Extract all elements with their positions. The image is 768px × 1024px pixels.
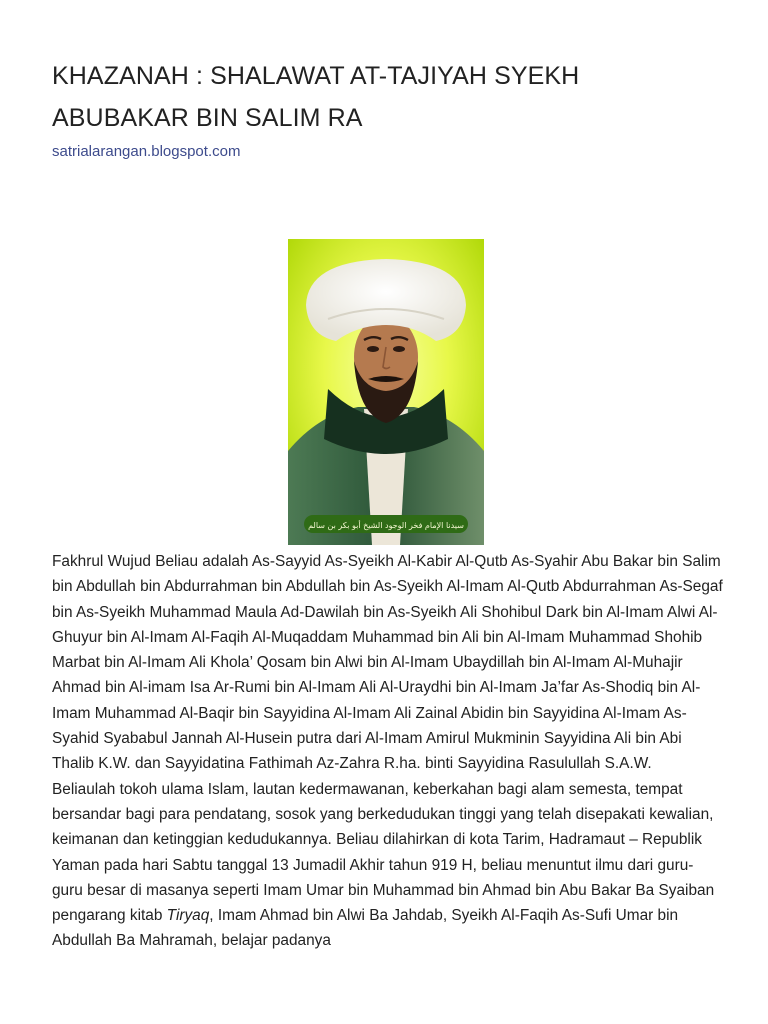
paragraph-biography-continued: , Imam Ahmad bin Alwi Ba Jahdab, Syeikh Al-Faqih As-Sufi Umar bin Abdullah Ba Mahramah, belajar padanya bbox=[52, 907, 679, 950]
article-title: KHAZANAH : SHALAWAT AT-TAJIYAH SYEKH ABUBAKAR BIN SALIM RA bbox=[52, 62, 580, 132]
book-title-italic: Tiryaq bbox=[166, 907, 210, 925]
article-body bbox=[52, 549, 724, 954]
portrait-caption: سيدنا الإمام فخر الوجود الشيخ أبو بكر بن سالم bbox=[308, 521, 464, 530]
paragraph-genealogy: Fakhrul Wujud Beliau adalah As-Sayyid As-Syeikh Al-Kabir Al-Qutb As-Syahir Abu Bakar bin Salim bin Abdullah bin Abdurrahman bin Abdullah bin As-Syeikh Al-Imam Al-Qutb Abdurrahman As-Segaf bin As-Syeikh Muhammad Maula Ad-Dawilah bin As-Syeikh Ali Shohibul Dark bin Al-Imam Alwi Al-Ghuyur bin Al-Imam Al-Faqih Al-Muqaddam Muhammad bin Ali bin Al-Imam Muhammad Shohib Marbat bin Al-Imam Ali Khola’ Qosam bin Alwi bin Al-Imam Ubaydillah bin Al-Imam Al-Muhajir Ahmad bin Al-imam Isa Ar-Rumi bin Al-Imam Ali Al-Uraydhi bin Al-Imam Ja’far As-Shodiq bin Al-Imam Muhammad Al-Baqir bin Sayyidina Al-Imam Ali Zainal Abidin bin Sayyidina Al-Imam As-Syahid Syababul Jannah Al-Husein putra dari Al-Imam Amirul Mukminin Sayyidina Ali bin Abi Thalib K.W. dan Sayyidatina Fathimah Az-Zahra R.ha. binti Sayyidina Rasulullah S.A.W. bbox=[52, 553, 723, 773]
source-link[interactable]: satrialarangan.blogspot.com bbox=[52, 143, 241, 160]
paragraph-biography bbox=[52, 777, 724, 954]
paragraph-biography-text: Beliaulah tokoh ulama Islam, lautan kedermawanan, keberkahan bagi alam semesta, tempat bersandar bagi para pendatang, sosok yang berkedudukan tinggi yang telah disepakati kewalian, keimanan dan ketinggian kedudukannya. Beliau dilahirkan di kota Tarim, Hadramaut – Republik Yaman pada hari Sabtu tanggal 13 Jumadil Akhir tahun 919 H, beliau menuntut ilmu dari guru-guru besar di masanya seperti Imam Umar bin Muhammad bin Ahmad bin Abu Bakar Ba Syaiban pengarang kitab bbox=[52, 780, 715, 925]
portrait-image bbox=[288, 239, 484, 545]
